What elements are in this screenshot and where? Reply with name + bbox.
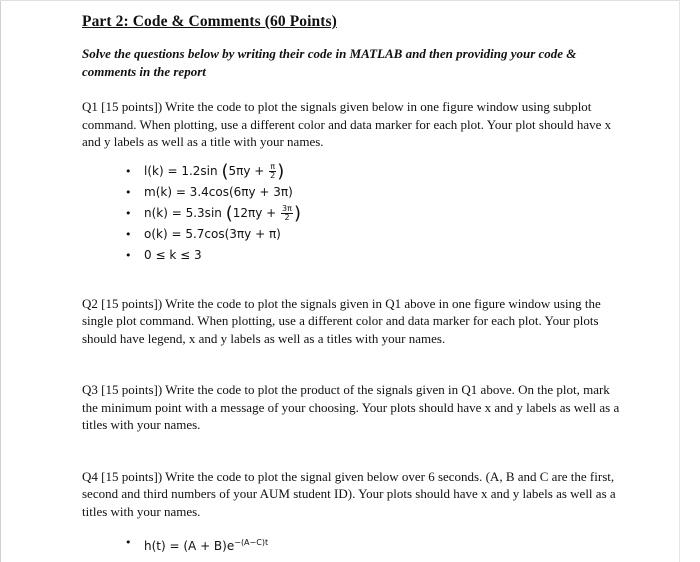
formula-m-text: m(k) = 3.4cos(6πy + 3π) (144, 184, 293, 199)
formula-h (82, 532, 622, 553)
close-paren: ) (277, 160, 285, 182)
formula-n-prefix: n(k) = 5.3sin (144, 205, 222, 220)
open-paren: ( (225, 202, 233, 224)
question-1-formula-list (82, 161, 622, 266)
formula-h-base: h(t) = (A + B)e (144, 539, 235, 553)
fraction-numerator: π (270, 161, 276, 171)
fraction (269, 163, 276, 180)
page-left-edge (0, 0, 1, 562)
bullet-icon: • (125, 536, 132, 549)
page-right-edge (679, 0, 680, 562)
page-top-edge (0, 0, 680, 1)
formula-k-range (82, 245, 622, 266)
question-3-text: Q3 [15 points]) Write the code to plot the product of the signals given in Q1 above. On the plot, mark the minimum point with a message of your choosing. Your plots should have x and y labels as well as a titles with your names. (82, 382, 620, 432)
bullet-icon: • (125, 206, 132, 220)
formula-n (82, 203, 622, 224)
formula-o (82, 224, 622, 245)
formula-l-prefix: l(k) = 1.2sin (144, 163, 218, 178)
question-4-formula-list (82, 532, 622, 553)
bullet-icon: • (125, 185, 132, 199)
fraction-denominator: 2 (270, 170, 276, 180)
bullet-icon: • (125, 227, 132, 241)
formula-o-text: o(k) = 5.7cos(3πy + π) (144, 226, 281, 241)
formula-h-exponent: −(A−C)t (234, 538, 269, 547)
fraction-denominator: 2 (284, 212, 290, 222)
formula-l (82, 161, 622, 182)
question-4-text: Q4 [15 points]) Write the code to plot the signal given below over 6 seconds. (A, B and C are the first, second and third numbers of your AUM student ID). Your plots should have x and y labels as well as a titles with your names. (82, 468, 616, 519)
part-title: Part 2: Code & Comments (60 Points) (82, 13, 337, 30)
instructions: Solve the questions below by writing their code in MATLAB and then providing your code & comments in the report (82, 46, 577, 79)
bullet-icon: • (125, 164, 132, 178)
formula-l-inner: 5πy + (228, 163, 265, 178)
question-1-text: Q1 [15 points]) Write the code to plot the signals given below in one figure window using subplot command. When plotting, use a different color and data marker for each plot. Your plot should have x and y labels as well as a title with your names. (82, 99, 612, 149)
question-2-text: Q2 [15 points]) Write the code to plot the signals given in Q1 above in one figure window using the single plot command. When plotting, use a different color and data marker for each plot. Your plots should have legend, x and y labels as well as a titles with your names. (82, 295, 601, 346)
formula-m (82, 182, 622, 203)
formula-k-range-text: 0 ≤ k ≤ 3 (144, 247, 202, 262)
fraction (281, 205, 293, 222)
fraction-numerator: 3π (282, 203, 292, 213)
open-paren: ( (221, 160, 229, 182)
formula-n-inner: 12πy + (232, 205, 277, 220)
bullet-icon: • (125, 248, 132, 262)
close-paren: ) (293, 202, 301, 224)
document-body (82, 13, 622, 553)
